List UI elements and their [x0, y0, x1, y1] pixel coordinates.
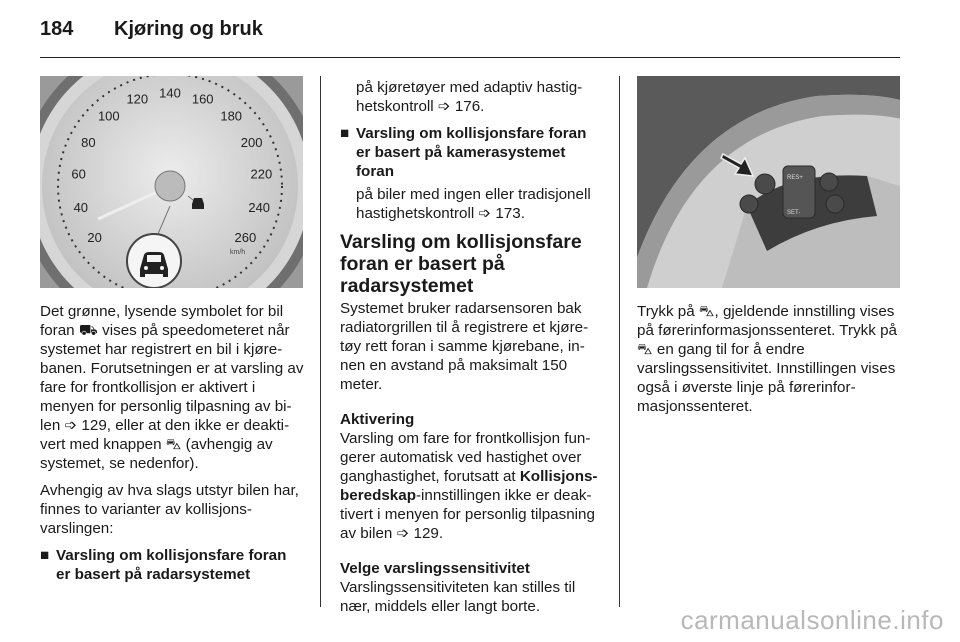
- setting-name: Kollisjonsberedskap: [340, 468, 598, 504]
- subheading-activation: Aktivering: [340, 411, 415, 428]
- speed-tick-label: 180: [220, 108, 243, 124]
- list-item-camera: [340, 124, 602, 181]
- speed-tick-label: 80: [81, 134, 96, 150]
- subheading-sensitivity: Velge varslingssensitivitet: [340, 560, 530, 577]
- speed-limiter-button-icon[interactable]: [826, 195, 844, 213]
- speed-tick-label: 100: [97, 108, 120, 124]
- speedometer-illustration: [40, 76, 303, 288]
- steering-wheel-figure: [637, 76, 900, 288]
- paragraph-variants: Avhengig av hva slags utstyr bilen har, finnes to varianter av kollisjonsvarslingen:: [40, 482, 299, 537]
- speed-tick-label: 200: [240, 134, 263, 150]
- page-title: Kjøring og bruk: [114, 18, 263, 40]
- header-rule: [40, 57, 900, 58]
- column-divider-right: [619, 76, 620, 607]
- middle-column: [340, 78, 602, 624]
- res-label: RES+: [787, 175, 803, 181]
- speedometer-unit: km/h: [230, 249, 246, 256]
- paragraph-traditional-cruise: på biler med ingen eller tradisjonell hastighetskontroll ➩ 173.: [356, 186, 591, 222]
- paragraph-adaptive-cruise: på kjøretøyer med adaptiv hastighetskontroll ➩ 176.: [356, 79, 583, 115]
- paragraph-sensitivity: Varslingssensitiviteten kan stilles til nær, middels eller langt borte.: [340, 579, 576, 615]
- list-item-radar: [40, 546, 304, 584]
- speed-tick-label: 40: [73, 199, 89, 215]
- page-header: [40, 18, 263, 41]
- lane-assist-button-icon[interactable]: [820, 173, 838, 191]
- bullet-marker: ■: [40, 547, 50, 564]
- bullet-radar-text: Varsling om kollisjonsfare foran er basert på radarsystemet: [56, 547, 287, 583]
- speedometer-figure: [40, 76, 303, 288]
- collision-alert-button-icon[interactable]: [755, 174, 775, 194]
- speed-tick-label: 260: [234, 230, 257, 246]
- page-number: 184: [40, 18, 74, 40]
- steering-wheel-illustration: [637, 76, 900, 288]
- left-column: [40, 302, 304, 584]
- column-divider-left: [320, 76, 321, 607]
- paragraph-radar-sensor: Systemet bruker radarsensoren bak radiatorgrillen til å registrere et kjøretøy rett foran i samme kjørebane, innen en avstand på maksimalt 150 meter.: [340, 300, 589, 393]
- paragraph-green-symbol: Det grønne, lysende symbolet for bil foran ⛟ vises på speedometeret når systemet har registrert en bil i kjørebanen. Forutsetningen er at varsling av fare for frontkollisjon er aktivert i menyen for personlig tilpasning av bilen ➩ 129, eller at den ikke er deaktivert med knappen ⛍ (avhengig av systemet, se nedenfor).: [40, 303, 304, 472]
- speed-tick-label: 240: [248, 199, 271, 215]
- car-icon: [192, 198, 204, 209]
- speed-tick-label: 140: [159, 85, 181, 101]
- speed-tick-label: 60: [71, 166, 86, 182]
- speed-tick-label: 120: [126, 91, 149, 107]
- bullet-marker: ■: [340, 125, 350, 142]
- paragraph-press-button: Trykk på ⛍, gjeldende innstilling vises på førerinformasjonssenteret. Trykk på ⛍ en gang til for å endre varslingssensitivitet. Innstillingen vises også i øverste linje på førerinformasjonssenteret.: [637, 303, 897, 415]
- watermark: carmanualsonline.info: [680, 605, 944, 635]
- speed-tick-label: 160: [191, 91, 214, 107]
- cruise-control-button-icon[interactable]: [740, 195, 758, 213]
- bullet-camera-text: Varsling om kollisjonsfare foran er basert på kamerasystemet foran: [356, 125, 587, 180]
- car-icon: [140, 252, 168, 277]
- paragraph-activation: Varsling om fare for frontkollisjon fungerer automatisk ved hastighet over ganghastighet, forutsatt at Kollisjonsberedskap-innstillingen ikke er deaktivert i menyen for personlig tilpasning av bilen ➩ 129.: [340, 430, 598, 542]
- speed-tick-label: 20: [87, 230, 102, 246]
- section-heading: Varsling om kollisjonsfare foran er basert på radarsystemet: [340, 231, 582, 297]
- right-column: [637, 302, 901, 424]
- set-label: SET-: [787, 210, 801, 216]
- speed-tick-label: 220: [250, 166, 273, 182]
